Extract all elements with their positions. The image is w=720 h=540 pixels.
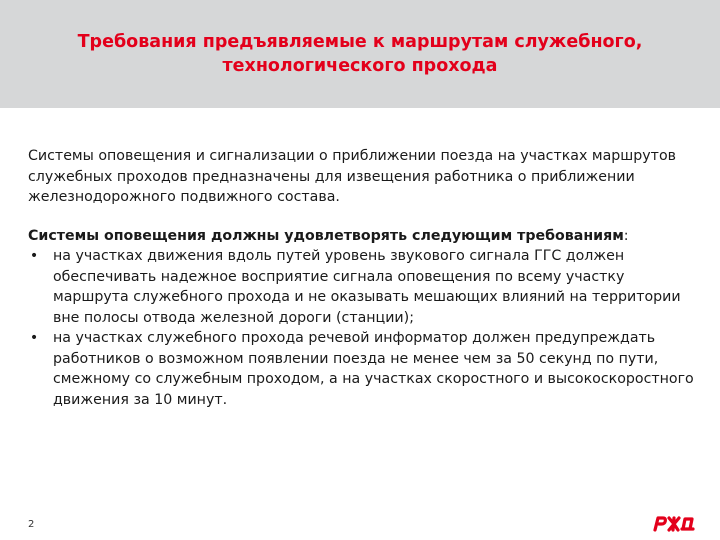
requirements-heading <box>28 226 698 247</box>
intro-paragraph: Системы оповещения и сигнализации о приближении поезда на участках маршрутов служебных проходов предназначены для извещения работника о приближении железнодорожного подвижного состава. <box>28 148 676 205</box>
list-item-text: на участках служебного прохода речевой информатор должен предупреждать работников о возможном появлении поезда не менее чем за 50 секунд по пути, смежному со служебным проходом, а на участках скоростного и высокоскоростного движения за 10 минут. <box>53 330 694 408</box>
bullet-icon: • <box>29 330 39 346</box>
requirements-list <box>28 246 698 410</box>
rzd-logo-icon <box>652 512 698 536</box>
slide-title-line-1: Требования предъявляемые к маршрутам служебного, <box>77 32 643 52</box>
slide-title <box>10 30 710 78</box>
list-item <box>28 328 698 410</box>
bullet-icon: • <box>29 248 39 264</box>
page-number: 2 <box>28 519 35 530</box>
requirements-heading-colon: : <box>623 227 629 244</box>
list-item-text: на участках движения вдоль путей уровень звукового сигнала ГГС должен обеспечивать надежное восприятие сигнала оповещения по всему участку маршрута служебного прохода и не оказывать мешающих влияний на территории вне полосы отвода железной дороги (станции); <box>53 248 681 326</box>
slide-header <box>0 0 720 108</box>
requirements-heading-bold: Системы оповещения должны удовлетворять следующим требованиям <box>28 227 624 244</box>
slide-title-line-2: технологического прохода <box>222 56 498 76</box>
slide-body <box>28 146 698 410</box>
list-item <box>28 246 698 328</box>
